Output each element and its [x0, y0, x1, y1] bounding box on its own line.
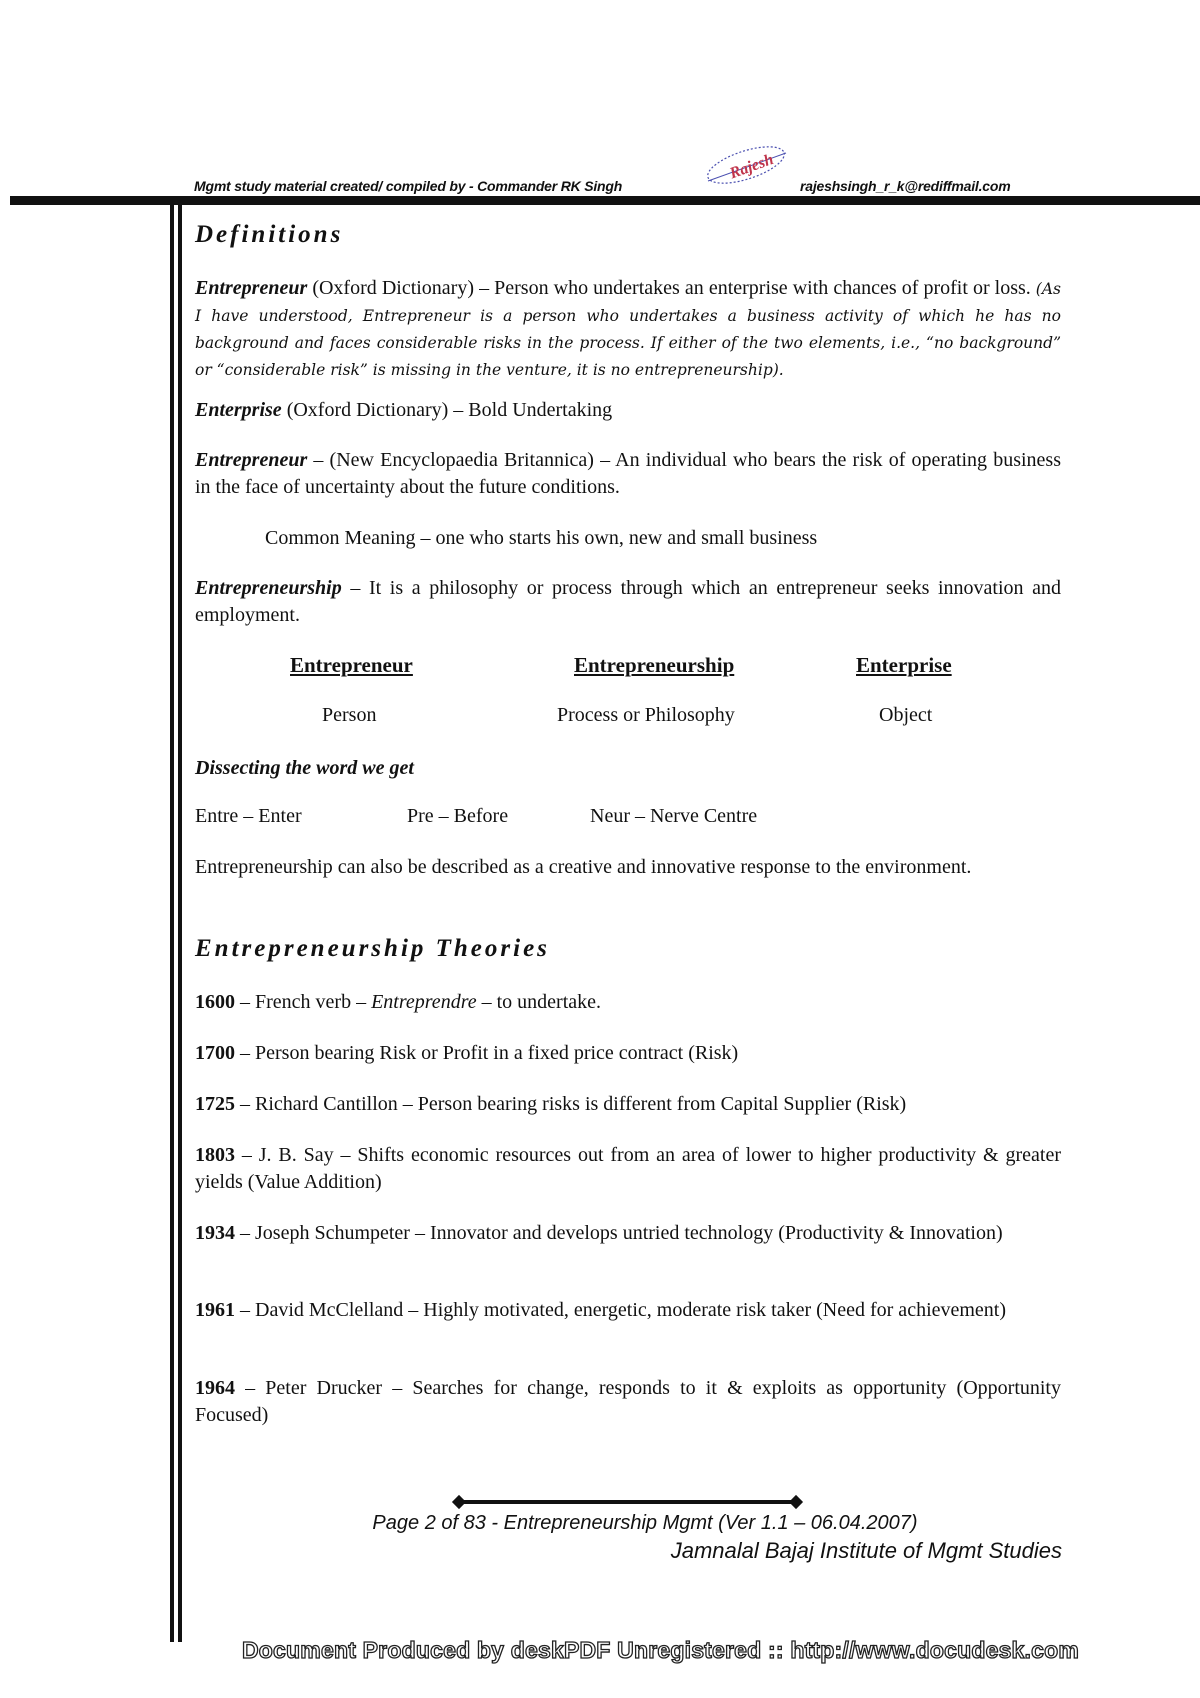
theory-item — [195, 989, 1061, 1016]
theory-year: 1803 — [195, 1144, 235, 1166]
dissect-item: Pre – Before — [407, 805, 509, 827]
footer-institute: Jamnalal Bajaj Institute of Mgmt Studies — [670, 1538, 1062, 1563]
theory-year: 1725 — [195, 1093, 235, 1115]
theory-year: 1964 — [195, 1377, 235, 1399]
definition-entrepreneurship — [195, 575, 1061, 629]
theory-item — [195, 1040, 1061, 1067]
section-title-definitions: Definitions — [195, 221, 344, 248]
definition-entrepreneur-oxford — [195, 275, 1061, 383]
comparison-cell: Person — [322, 704, 377, 726]
theory-text: – Joseph Schumpeter – Innovator and develops untried technology (Productivity & Innovation) — [235, 1222, 1003, 1244]
comparison-cell: Object — [879, 704, 933, 726]
definition-enterprise — [195, 397, 1061, 424]
footer-diamond-right — [789, 1495, 803, 1509]
definition-note: (As I have understood, Entrepreneur is a person who undertakes a business activity of which he has no background and faces considerable risks in the process. If either of the two elements, i.e., “no background” or “considerable risk” is missing in the venture, it is no entrepreneurship). — [195, 280, 1062, 379]
margin-line — [178, 200, 182, 1642]
theory-item — [195, 1375, 1061, 1429]
theory-text: – Peter Drucker – Searches for change, responds to it & exploits as opportunity (Opportunity Focused) — [195, 1377, 1061, 1426]
theory-year: 1961 — [195, 1299, 235, 1321]
header-author-text: Mgmt study material created/ compiled by - Commander RK Singh — [194, 178, 623, 194]
theory-text: – to undertake. — [476, 991, 602, 1013]
definition-text: (Oxford Dictionary) – Person who undertakes an enterprise with chances of profit or loss. — [307, 277, 1031, 299]
comparison-cell: Process or Philosophy — [557, 704, 735, 726]
theory-text: – J. B. Say – Shifts economic resources out from an area of lower to higher productivity & greater yields (Value Addition) — [195, 1144, 1061, 1193]
theory-item — [195, 1220, 1061, 1247]
footer-page-info: Page 2 of 83 - Entrepreneurship Mgmt (Ver 1.1 – 06.04.2007) — [372, 1512, 918, 1534]
margin-line — [170, 200, 174, 1642]
term: Entrepreneur — [195, 277, 308, 299]
rajesh-stamp-logo — [700, 143, 792, 187]
theory-year: 1600 — [195, 991, 235, 1013]
theory-item — [195, 1091, 1061, 1118]
theory-text: – Richard Cantillon – Person bearing risks is different from Capital Supplier (Risk) — [235, 1093, 907, 1115]
header-rule — [10, 196, 1200, 205]
theory-item — [195, 1142, 1061, 1196]
term: Enterprise — [195, 399, 282, 421]
dissecting-label: Dissecting the word we get — [195, 757, 414, 779]
section-title-theories: Entrepreneurship Theories — [195, 935, 550, 962]
definition-text: (Oxford Dictionary) – Bold Undertaking — [281, 399, 613, 421]
theory-year: 1700 — [195, 1042, 235, 1064]
theory-year: 1934 — [195, 1222, 235, 1244]
definition-entrepreneur-britannica — [195, 447, 1061, 501]
term: Entrepreneur — [195, 449, 308, 471]
definition-text: – (New Encyclopaedia Britannica) – An individual who bears the risk of operating business in the face of uncertainty about the future conditions. — [195, 449, 1061, 498]
theory-text: – French verb – — [235, 991, 372, 1013]
common-meaning: Common Meaning – one who starts his own, new and small business — [265, 527, 818, 549]
theory-text: – David McClelland – Highly motivated, energetic, moderate risk taker (Need for achievement) — [235, 1299, 1007, 1321]
watermark-text: Document Produced by deskPDF Unregistered :: http://www.docudesk.com — [242, 1637, 1080, 1663]
theory-text: – Person bearing Risk or Profit in a fixed price contract (Risk) — [235, 1042, 739, 1064]
dissect-item: Neur – Nerve Centre — [590, 805, 758, 827]
svg-text:Rajesh: Rajesh — [727, 150, 776, 183]
term: Entrepreneurship — [195, 577, 342, 599]
theory-item — [195, 1297, 1061, 1324]
dissect-item: Entre – Enter — [195, 805, 302, 827]
definition-text: – It is a philosophy or process through which an entrepreneur seeks innovation and employment. — [195, 577, 1061, 626]
theory-italic-term: Entreprendre — [371, 991, 477, 1013]
comparison-header: Enterprise — [856, 653, 952, 677]
header-email[interactable]: rajeshsingh_r_k@rediffmail.com — [800, 178, 1011, 194]
comparison-header: Entrepreneur — [290, 653, 413, 677]
creative-response-text: Entrepreneurship can also be described as a creative and innovative response to the environment. — [195, 856, 972, 878]
footer-rule — [457, 1500, 797, 1504]
comparison-header: Entrepreneurship — [574, 653, 735, 677]
